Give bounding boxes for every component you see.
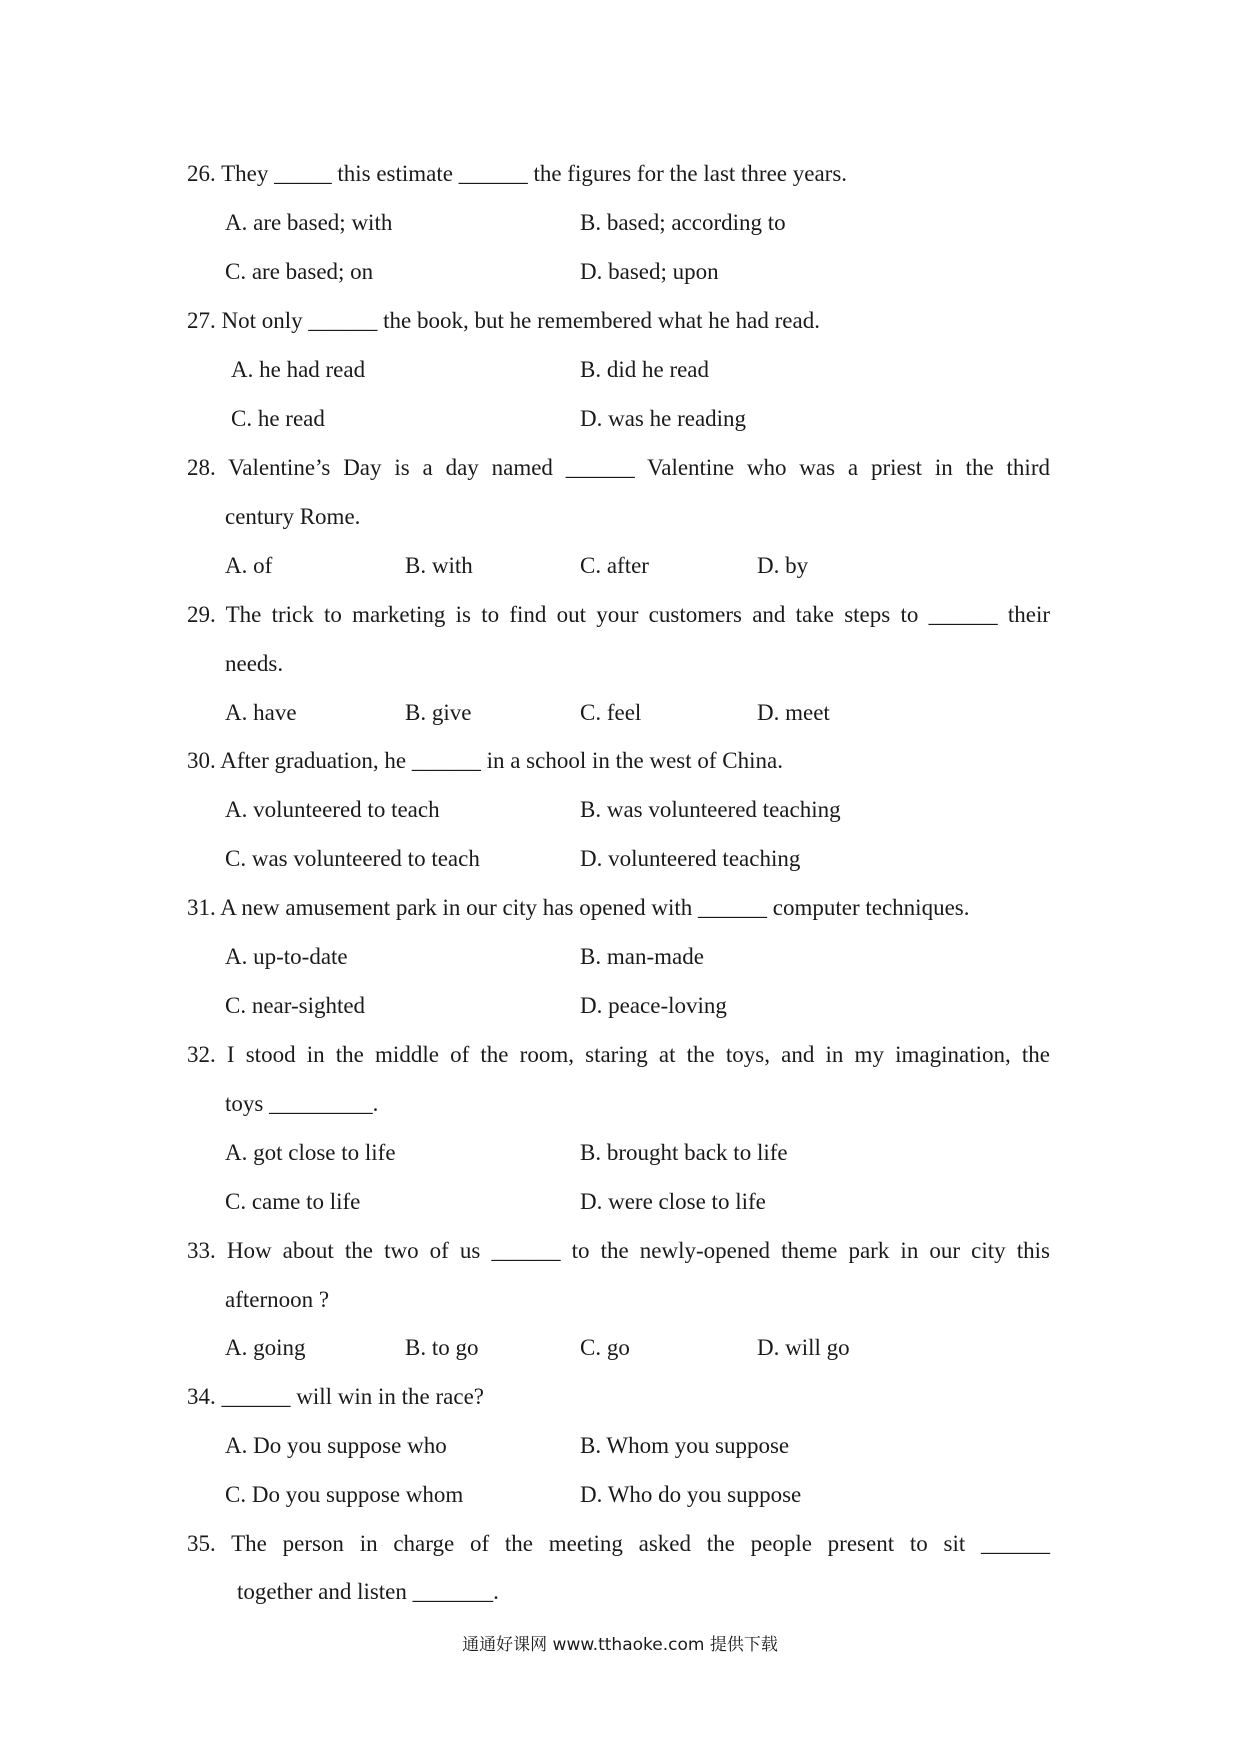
question-32-option-a: A. got close to life: [225, 1140, 396, 1165]
question-29-option-a: A. have: [225, 700, 297, 725]
question-33-option-a: A. going: [225, 1335, 306, 1360]
question-29-option-b: B. give: [405, 700, 472, 725]
question-26-option-b: B. based; according to: [580, 210, 786, 235]
question-30-option-a: A. volunteered to teach: [225, 797, 440, 822]
question-31-option-d: D. peace-loving: [580, 993, 727, 1018]
question-32-stem-line-2: toys _________.: [225, 1091, 379, 1116]
question-34-stem: 34. ______ will win in the race?: [187, 1384, 485, 1409]
question-33-stem-line-1: 33. How about the two of us ______ to the newly-opened theme park in our city this: [187, 1238, 1050, 1263]
question-30-option-c: C. was volunteered to teach: [225, 846, 480, 871]
question-27-option-d: D. was he reading: [580, 406, 747, 431]
question-27-stem: 27. Not only ______ the book, but he remembered what he had read.: [187, 308, 820, 333]
question-31-option-b: B. man-made: [580, 944, 704, 969]
question-35-stem-line-1: 35. The person in charge of the meeting asked the people present to sit ______: [187, 1531, 1050, 1556]
question-32-option-c: C. came to life: [225, 1189, 361, 1214]
question-28-option-d: D. by: [757, 553, 809, 578]
question-28-option-a: A. of: [225, 553, 273, 578]
question-28-stem-line-1: 28. Valentine’s Day is a day named ______ Valentine who was a priest in the third: [187, 455, 1050, 480]
page-footer-source: 通通好课网 www.tthaoke.com 提供下载: [462, 1635, 778, 1655]
question-30-option-d: D. volunteered teaching: [580, 846, 801, 871]
question-33-option-c: C. go: [580, 1335, 630, 1360]
question-33-option-d: D. will go: [757, 1335, 850, 1360]
question-33-option-b: B. to go: [405, 1335, 479, 1360]
question-28-option-b: B. with: [405, 553, 473, 578]
question-31-option-c: C. near-sighted: [225, 993, 366, 1018]
question-31-option-a: A. up-to-date: [225, 944, 348, 969]
question-27-option-a: A. he had read: [231, 357, 366, 382]
question-26-stem: 26. They _____ this estimate ______ the figures for the last three years.: [187, 161, 848, 186]
question-32-stem-line-1: 32. I stood in the middle of the room, staring at the toys, and in my imagination, the: [187, 1042, 1050, 1067]
question-26-option-d: D. based; upon: [580, 259, 719, 284]
question-26-option-c: C. are based; on: [225, 259, 374, 284]
question-34-option-d: D. Who do you suppose: [580, 1482, 802, 1507]
question-34-option-c: C. Do you suppose whom: [225, 1482, 464, 1507]
question-35-stem-line-2: together and listen _______.: [237, 1579, 499, 1604]
question-34-option-b: B. Whom you suppose: [580, 1433, 790, 1458]
question-29-option-c: C. feel: [580, 700, 642, 725]
question-26-option-a: A. are based; with: [225, 210, 393, 235]
question-32-option-b: B. brought back to life: [580, 1140, 788, 1165]
question-34-option-a: A. Do you suppose who: [225, 1433, 447, 1458]
question-30-option-b: B. was volunteered teaching: [580, 797, 841, 822]
question-29-option-d: D. meet: [757, 700, 830, 725]
question-28-option-c: C. after: [580, 553, 649, 578]
question-31-stem: 31. A new amusement park in our city has opened with ______ computer techniques.: [187, 895, 970, 920]
question-27-option-c: C. he read: [231, 406, 325, 431]
question-29-stem-line-2: needs.: [225, 651, 284, 676]
question-28-stem-line-2: century Rome.: [225, 504, 361, 529]
question-27-option-b: B. did he read: [580, 357, 710, 382]
question-29-stem-line-1: 29. The trick to marketing is to find out your customers and take steps to ______ their: [187, 602, 1050, 627]
question-32-option-d: D. were close to life: [580, 1189, 766, 1214]
question-30-stem: 30. After graduation, he ______ in a school in the west of China.: [187, 748, 783, 773]
question-33-stem-line-2: afternoon ?: [225, 1287, 330, 1312]
